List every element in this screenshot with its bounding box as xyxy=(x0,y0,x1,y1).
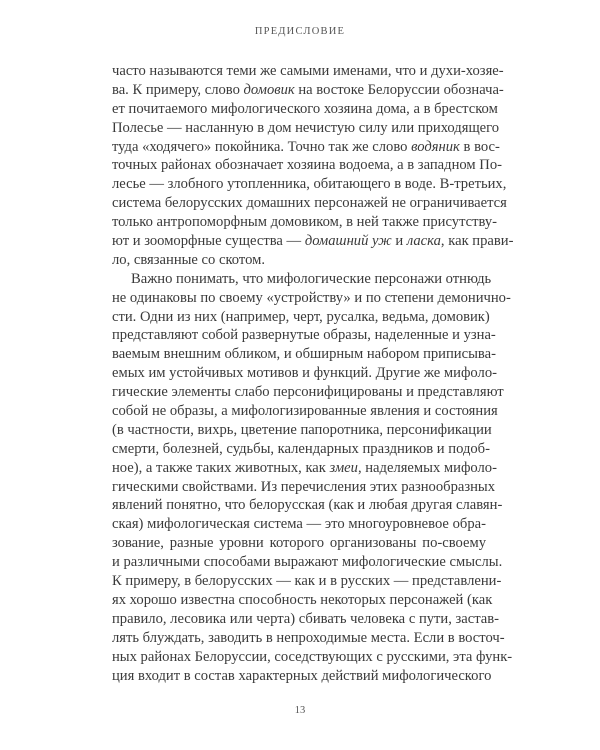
text-line xyxy=(112,81,504,100)
text-line xyxy=(112,232,514,251)
text-line xyxy=(112,534,486,553)
text-line xyxy=(112,326,496,345)
text-run: (в частности, вихрь, цветение папоротника, персонификации xyxy=(112,421,492,438)
text-run: ло, связанные со скотом. xyxy=(112,251,265,268)
text-line xyxy=(112,610,500,629)
text-run: сти. Одни из них (например, черт, русалка, ведьма, домовик) xyxy=(112,308,490,325)
text-line xyxy=(112,667,492,686)
text-line xyxy=(112,478,496,497)
text-line xyxy=(112,119,500,138)
text-run: ваемым внешним обликом, и обширным набором приписыва- xyxy=(112,346,496,363)
italic-term: змеи xyxy=(329,459,358,476)
text-line xyxy=(112,421,492,440)
text-line xyxy=(112,553,503,572)
text-run: гические элементы слабо персонифицированы и представляют xyxy=(112,384,504,401)
text-line xyxy=(112,402,498,421)
text-line xyxy=(112,62,504,81)
text-run: и различными способами выражают мифологические смыслы. xyxy=(112,554,503,571)
text-run: точных районах обозначает хозяина водоема, а в западном По- xyxy=(112,157,502,174)
text-run: в вос- xyxy=(459,138,500,155)
text-run: ция входит в состав характерных действий мифологического xyxy=(112,667,492,684)
paragraph xyxy=(112,270,513,686)
text-run: , наделяемых мифоло- xyxy=(357,459,497,476)
text-run: смерти, болезней, судьбы, календарных праздников и подоб- xyxy=(112,440,490,457)
text-run: ют и зооморфные существа — xyxy=(112,233,305,250)
text-line xyxy=(112,515,486,534)
italic-term: водяник xyxy=(411,138,460,155)
text-run: представляют собой развернутые образы, наделенные и узна- xyxy=(112,327,496,344)
text-line xyxy=(112,270,492,289)
text-run: правило, лесовика или черта) сбивать человека с пути, застав- xyxy=(112,610,500,627)
text-run: Важно понимать, что мифологические персонажи отнюдь xyxy=(131,270,492,287)
text-run: емых им устойчивых мотивов и функций. Другие же мифоло- xyxy=(112,365,497,382)
text-run: ва. К примеру, слово xyxy=(112,81,244,98)
text-run: ное), а также таких животных, как xyxy=(112,459,330,476)
text-run: явлений понятно, что белорусская (как и любая другая славян- xyxy=(112,497,503,514)
text-line xyxy=(112,440,490,459)
text-run: на востоке Белоруссии обознача- xyxy=(294,81,504,98)
text-run: туда «ходячего» покойника. Точно так же слово xyxy=(112,138,412,155)
text-line xyxy=(112,138,500,157)
text-run: К примеру, в белорусских — как и в русских — представлени- xyxy=(112,573,502,590)
text-run: Полесье — насланную в дом нечистую силу или приходящего xyxy=(112,119,500,136)
text-line xyxy=(112,175,507,194)
text-run: только антропоморфным домовиком, в ней также присутству- xyxy=(112,214,498,231)
text-line xyxy=(112,156,502,175)
text-line xyxy=(112,383,504,402)
italic-term: ласка xyxy=(406,233,441,250)
text-line xyxy=(112,345,496,364)
text-line xyxy=(112,251,486,270)
text-line xyxy=(112,289,511,308)
italic-term: домашний уж xyxy=(304,233,392,250)
body-text xyxy=(112,62,514,685)
text-line xyxy=(112,308,490,327)
text-run: ях хорошо известна способность некоторых персонажей (как xyxy=(112,591,493,608)
text-run: система белорусских домашних персонажей не ограничивается xyxy=(112,195,507,212)
text-run: ская) мифологическая система — это многоуровневое обра- xyxy=(112,516,486,533)
text-line xyxy=(112,100,498,119)
italic-term: домовик xyxy=(243,81,295,98)
text-run: ет почитаемого мифологического хозяина дома, а в брестском xyxy=(112,100,498,117)
text-run: и xyxy=(391,233,407,250)
running-head: ПРЕДИСЛОВИЕ xyxy=(254,26,346,37)
text-line xyxy=(112,648,513,667)
text-line xyxy=(112,213,498,232)
text-run: зование, разные уровни которого организованы по-своему xyxy=(112,535,486,552)
text-line xyxy=(112,591,493,610)
text-line xyxy=(112,194,507,213)
text-run: ных районах Белоруссии, соседствующих с русскими, эта функ- xyxy=(112,648,513,665)
text-run: не одинаковы по своему «устройству» и по степени демонично- xyxy=(112,289,511,306)
text-run: собой не образы, а мифологизированные явления и состояния xyxy=(112,403,498,420)
text-run: часто называются теми же самыми именами, что и духи-хозяе- xyxy=(112,63,504,79)
page-number: 13 xyxy=(294,705,306,716)
text-line xyxy=(112,629,505,648)
text-line xyxy=(112,572,502,591)
text-run: , как прави- xyxy=(440,233,514,250)
text-run: лять блуждать, заводить в непроходимые места. Если в восточ- xyxy=(112,629,505,646)
text-run: лесье — злобного утопленника, обитающего в воде. В-третьих, xyxy=(112,176,507,193)
text-line xyxy=(112,459,497,478)
paragraph xyxy=(112,62,514,270)
text-run: гическими свойствами. Из перечисления этих разнообразных xyxy=(112,478,496,495)
text-line xyxy=(112,364,497,383)
text-line xyxy=(112,496,503,515)
